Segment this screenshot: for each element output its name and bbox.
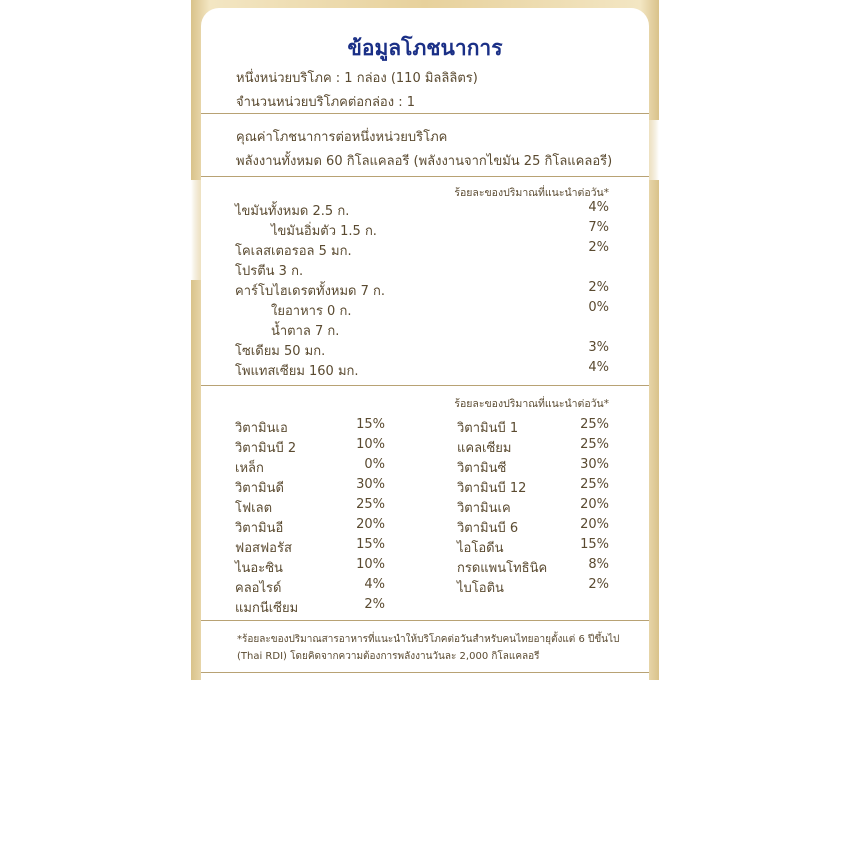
vitamin-right-name: กรดแพนโทธินิค	[457, 561, 548, 576]
energy-heading: คุณค่าโภชนาการต่อหนึ่งหน่วยบริโภค	[236, 130, 448, 145]
vitamin-right-name: วิตามินบี 12	[457, 481, 527, 496]
vitamin-left-name: โฟเลต	[235, 501, 273, 516]
vitamin-left-pct: 0%	[364, 457, 385, 472]
nutrient-sodium: โซเดียม 50 มก.	[235, 344, 326, 359]
divider	[201, 113, 649, 114]
divider	[201, 620, 649, 621]
vitamin-left-pct: 25%	[356, 497, 385, 512]
vitamin-right-pct: 25%	[580, 437, 609, 452]
vitamin-right-name: วิตามินซี	[457, 461, 507, 476]
vitamin-left-name: ฟอสฟอรัส	[235, 541, 292, 556]
vitamin-right-name: วิตามินเค	[457, 501, 511, 516]
vitamin-right-pct: 25%	[580, 477, 609, 492]
vitamin-right-pct: 15%	[580, 537, 609, 552]
nutrient-fiber-pct: 0%	[588, 300, 609, 315]
nutrient-carbohydrate-pct: 2%	[588, 280, 609, 295]
vitamin-left-name: เหล็ก	[235, 461, 264, 476]
vitamin-left-name: วิตามินเอ	[235, 421, 288, 436]
nutrient-sodium-pct: 3%	[588, 340, 609, 355]
nutrient-protein: โปรตีน 3 ก.	[235, 264, 304, 279]
vitamin-left-name: วิตามินดี	[235, 481, 284, 496]
nutrition-title: ข้อมูลโภชนาการ	[347, 36, 503, 60]
vitamin-right-name: ไอโอดีน	[457, 541, 504, 556]
nutrient-sugar: น้ำตาล 7 ก.	[271, 324, 340, 339]
vitamin-right-pct: 25%	[580, 417, 609, 432]
vitamin-right-pct: 8%	[588, 557, 609, 572]
vitamin-right-name: วิตามินบี 1	[457, 421, 519, 436]
vitamin-left-pct: 4%	[364, 577, 385, 592]
vitamin-left-name: วิตามินบี 2	[235, 441, 297, 456]
divider	[201, 176, 649, 177]
nutrition-label-frame	[191, 0, 659, 680]
nutrient-saturated-fat: ไขมันอิ่มตัว 1.5 ก.	[271, 224, 377, 239]
servings-per-pack: จำนวนหน่วยบริโภคต่อกล่อง : 1	[236, 95, 416, 110]
vitamin-left-name: แมกนีเซียม	[235, 601, 299, 616]
vitamin-left-pct: 10%	[356, 557, 385, 572]
vitamin-left-pct: 10%	[356, 437, 385, 452]
serving-size: หนึ่งหน่วยบริโภค : 1 กล่อง (110 มิลลิลิตร)	[236, 71, 478, 86]
footnote-line-2: (Thai RDI) โดยคิดจากความต้องการพลังงานวันละ 2,000 กิโลแคลอรี	[237, 651, 540, 662]
vitamin-right-name: วิตามินบี 6	[457, 521, 519, 536]
vitamin-right-pct: 20%	[580, 497, 609, 512]
nutrient-total-fat-pct: 4%	[588, 200, 609, 215]
nutrient-cholesterol-pct: 2%	[588, 240, 609, 255]
vitamin-right-pct: 2%	[588, 577, 609, 592]
nutrient-potassium: โพแทสเซียม 160 มก.	[235, 364, 359, 379]
energy-total: พลังงานทั้งหมด 60 กิโลแคลอรี (พลังงานจากไขมัน 25 กิโลแคลอรี)	[236, 154, 613, 169]
nutrient-carbohydrate: คาร์โบไฮเดรตทั้งหมด 7 ก.	[235, 284, 386, 299]
nutrient-saturated-fat-pct: 7%	[588, 220, 609, 235]
nutrient-total-fat: ไขมันทั้งหมด 2.5 ก.	[235, 204, 350, 219]
nutrient-potassium-pct: 4%	[588, 360, 609, 375]
vitamins-rdi-header: ร้อยละของปริมาณที่แนะนำต่อวัน*	[454, 398, 609, 410]
nutrient-cholesterol: โคเลสเตอรอล 5 มก.	[235, 244, 352, 259]
divider	[201, 672, 649, 673]
vitamin-left-name: คลอไรด์	[235, 581, 282, 596]
vitamin-right-pct: 20%	[580, 517, 609, 532]
vitamin-left-pct: 2%	[364, 597, 385, 612]
vitamin-left-pct: 15%	[356, 537, 385, 552]
vitamin-left-name: วิตามินอี	[235, 521, 284, 536]
vitamin-left-pct: 30%	[356, 477, 385, 492]
rdi-header: ร้อยละของปริมาณที่แนะนำต่อวัน*	[454, 187, 609, 199]
divider	[201, 385, 649, 386]
vitamin-left-pct: 15%	[356, 417, 385, 432]
vitamin-right-name: แคลเซียม	[457, 441, 512, 456]
vitamin-right-pct: 30%	[580, 457, 609, 472]
vitamin-right-name: ไบโอติน	[457, 581, 504, 596]
nutrition-panel	[201, 8, 649, 680]
footnote-line-1: *ร้อยละของปริมาณสารอาหารที่แนะนำให้บริโภคต่อวันสำหรับคนไทยอายุตั้งแต่ 6 ปีขึ้นไป	[237, 634, 620, 645]
vitamin-left-name: ไนอะซิน	[235, 561, 283, 576]
vitamin-left-pct: 20%	[356, 517, 385, 532]
nutrient-fiber: ใยอาหาร 0 ก.	[271, 304, 352, 319]
